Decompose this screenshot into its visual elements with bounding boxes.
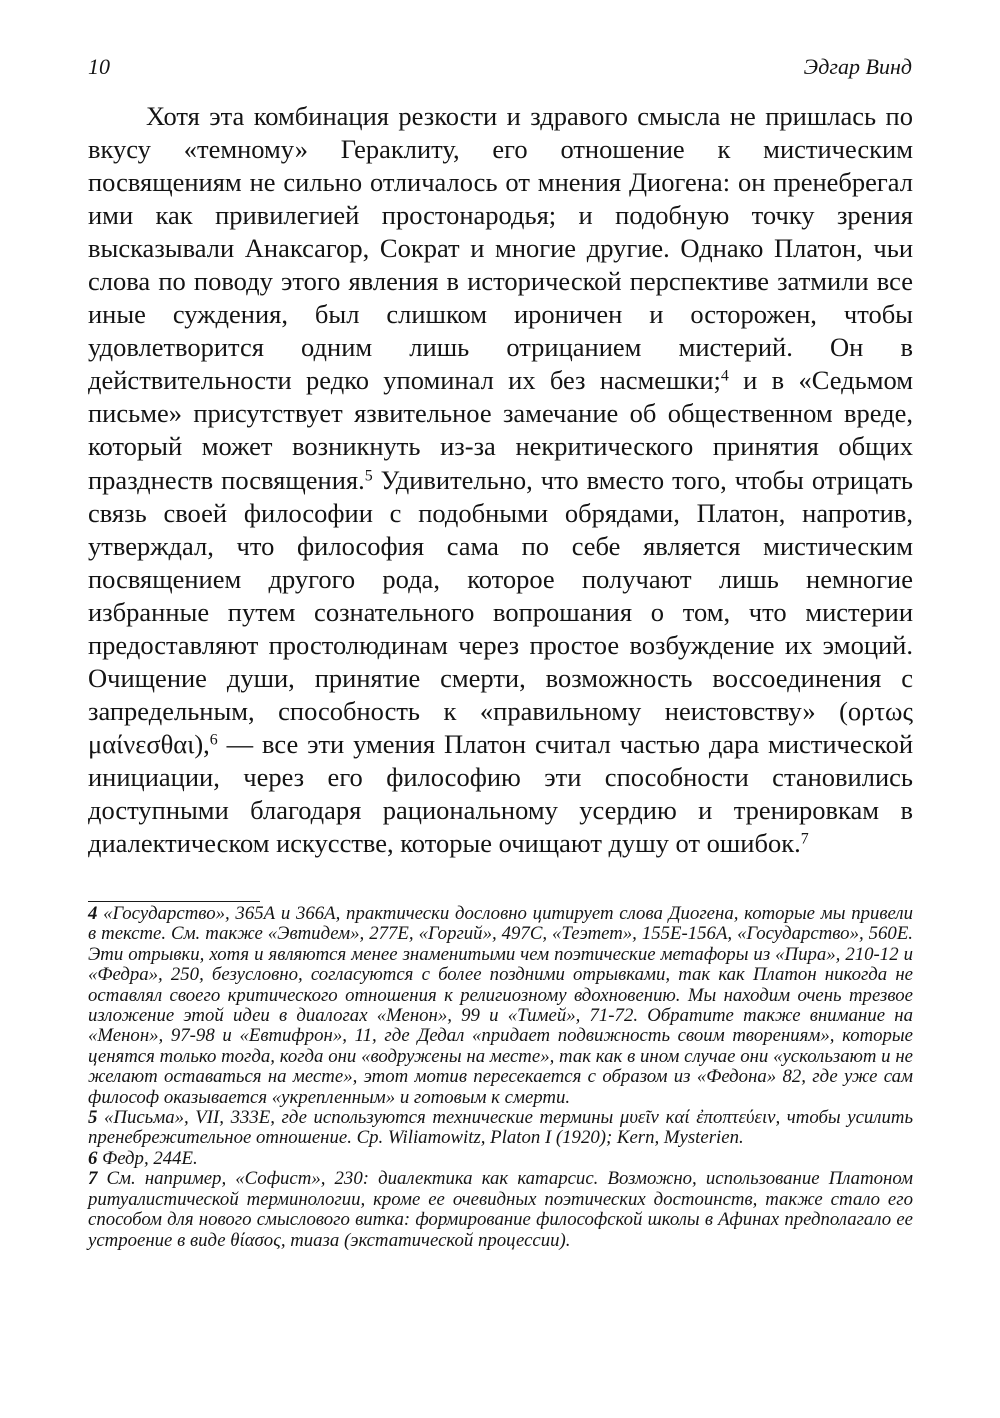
page-number: 10 [88, 54, 110, 79]
running-head [88, 54, 912, 84]
body-text-part: и в «Седьмом письме» присутствует язвительное замечание об общественном вреде, который может возникнуть из-за некритического принятия общих празднеств посвящения. [88, 365, 913, 495]
footnote [88, 1149, 913, 1169]
body-text-part: Хотя эта комбинация резкости и здравого смысла не пришлась по вкусу «темному» Гераклиту, его отношение к мистическим посвящениям не сильно отличалось от мнения Диогена: он пренебрегал ими как привилегией простонародья; и подобную точку зрения высказывали Анаксагор, Сократ и многие другие. Однако Платон, чьи слова по поводу этого явления в исторической перспективе затмили все иные суждения, был слишком ироничен и осторожен, чтобы удовлетворится одним лишь отрицанием мистерий. Он в действительности редко упоминал их без насмешки; [88, 101, 913, 396]
footnotes [88, 904, 913, 1251]
footnote-number: 5 [88, 1107, 98, 1129]
running-title: Эдгар Винд [803, 54, 912, 79]
footnote-text: «Государство», 365А и 366А, практически дословно цитирует слова Диогена, которые мы привели в тексте. См. также «Эвтидем», 277Е, «Горгий», 497С, «Теэтет», 155Е-156А, «Государство», 560Е. Эти отрывки, хотя и являются менее знаменитыми чем поэтические метафоры из «Пира», 210-12 и «Федра», 250, безусловно, согласуются с более поздними отрывками, так как Платон никогда не оставлял своего критического отношения к религиозному вдохновению. Мы находим очень трезвое изложение этой идеи в диалогах «Менон», 99 и «Тимей», 71-72. Обратите также внимание на «Менон», 97-98 и «Евтифрон», 11, где Дедал «придает подвижность своим творениям», которые ценятся только тогда, когда они «водружены на месте», так как в ином случае они «ускользают и не желают оставаться на месте», этот мотив пересекается с образом из «Федона» 82, где уже сам философ оказывается «укрепленным» и готовым к смерти. [88, 903, 913, 1108]
body-text-part: — все эти умения Платон считал частью дара мистической инициации, через его философию эти способности становились доступными благодаря рациональному усердию и тренировкам в диалектическом искусстве, которые очищают душу от ошибок. [88, 728, 913, 859]
footnote-number: 7 [88, 1168, 98, 1190]
footnote [88, 1108, 913, 1149]
footnote-separator [88, 901, 260, 902]
footnote-ref: 6 [209, 731, 218, 749]
footnote-number: 6 [88, 1147, 98, 1169]
footnote [88, 904, 913, 1108]
footnote-ref: 4 [720, 367, 729, 385]
footnote [88, 1169, 913, 1251]
footnote-ref: 5 [364, 466, 373, 484]
footnote-text: Федр, 244Е. [97, 1147, 198, 1169]
footnote-number: 4 [88, 903, 98, 924]
body-paragraph [88, 100, 913, 860]
footnote-ref: 7 [800, 830, 809, 848]
footnote-text: См. например, «Софист», 230: диалектика как катарсис. Возможно, использование Платоном ритуалистической терминологии, кроме ее очевидных поэтических достоинств, также стало его способом для нового смыслового витка: формирование философской школы в Афинах предполагало ее устроение в виде θίασος, тиаза (экстатической процессии). [88, 1168, 913, 1251]
footnote-text: «Письма», VII, 333Е, где используются технические термины μυεῖν καί ἐποπτεύειν, чтобы усилить пренебрежительное отношение. Ср. Wiliamowitz, Platon I (1920); Kern, Mysterien. [88, 1107, 913, 1149]
body-text-part: Удивительно, что вместо того, чтобы отрицать связь своей философии с подобными обрядами, Платон, напротив, утверждал, что философия сама по себе является мистическим посвящением другого рода, которое получают лишь немногие избранные путем сознательного вопрошания о том, что мистерии предоставляют простолюдинам через простое возбуждение их эмоций. Очищение души, принятие смерти, возможность воссоединения с запредельным, способность к «правильному неистовству» (ορτως μαίνεσθαι), [88, 464, 913, 759]
